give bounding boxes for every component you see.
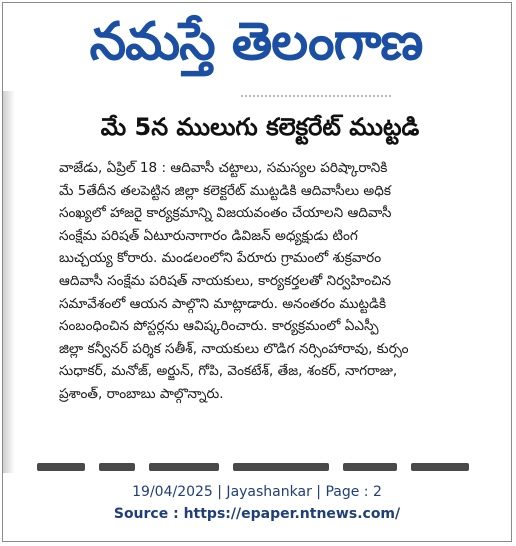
article-line: వాజేడు, ఏప్రిల్ 18 : ఆదివాసీ చట్టాలు, సమస్యల పరిష్కారానికి: [59, 160, 388, 176]
article-line: ఆదివాసీ సంక్షేమ పరిషత్ నాయకులు, కార్యకర్తలతో నిర్వహించిన: [59, 272, 392, 289]
article-line: ప్రశాంత్, రాంబాబు పాల్గొన్నారు.: [59, 385, 224, 402]
masthead: [3, 3, 511, 81]
edition-meta: 19/04/2025 | Jayashankar | Page : 2: [132, 484, 382, 500]
article-line: మే 5తేదీన తలపెట్టిన జిల్లా కలెక్టరేట్ ముట్టడికి ఆదివాసీలు అధిక: [59, 182, 391, 199]
cut-off-next-headline: [37, 461, 477, 473]
article-line: బుచ్చయ్య కోరారు. మండలంలోని పేరూరు గ్రామంలో శుక్రవారం: [59, 250, 382, 267]
article-headline: మే 5న ములుగు కలెక్టరేట్ ముట్టడి: [100, 113, 420, 141]
article-line: సంఖ్యలో హాజరై కార్యక్రమాన్ని విజయవంతం చేయాలని ఆదివాసీ: [59, 205, 392, 222]
page-edge-shadow: [3, 91, 15, 473]
faint-text-row: [241, 95, 391, 103]
article-line: సుధాకర్, మనోజ్, అర్జున్, గోపి, వెంకటేశ్, తేజ, శంకర్, నాగరాజు,: [59, 363, 398, 380]
clipping-footer: [3, 481, 511, 525]
source-link[interactable]: Source : https://epaper.ntnews.com/: [113, 506, 401, 522]
clipping-frame: [2, 2, 512, 542]
article-line: సంక్షేమ పరిషత్ ఏటూరునాగారం డివిజన్ అధ్యక్షుడు టింగ: [59, 227, 358, 244]
article-line: సంబంధించిన పోస్టర్లను ఆవిష్కరించారు. కార్యక్రమంలో ఏఎస్పీ: [59, 318, 379, 335]
article-body: [59, 157, 501, 406]
article-line: సమావేశంలో ఆయన పాల్గొని మాట్లాడారు. అనంతరం ముట్టడికి: [59, 295, 387, 312]
article-line: జిల్లా కన్వీనర్ పర్శిక సతీశ్, నాయకులు లొడిగ నర్సింహారావు, కుర్సం: [59, 340, 409, 357]
masthead-title: నమస్తే తెలంగాణ: [89, 12, 423, 72]
newspaper-clipping: [3, 3, 511, 473]
